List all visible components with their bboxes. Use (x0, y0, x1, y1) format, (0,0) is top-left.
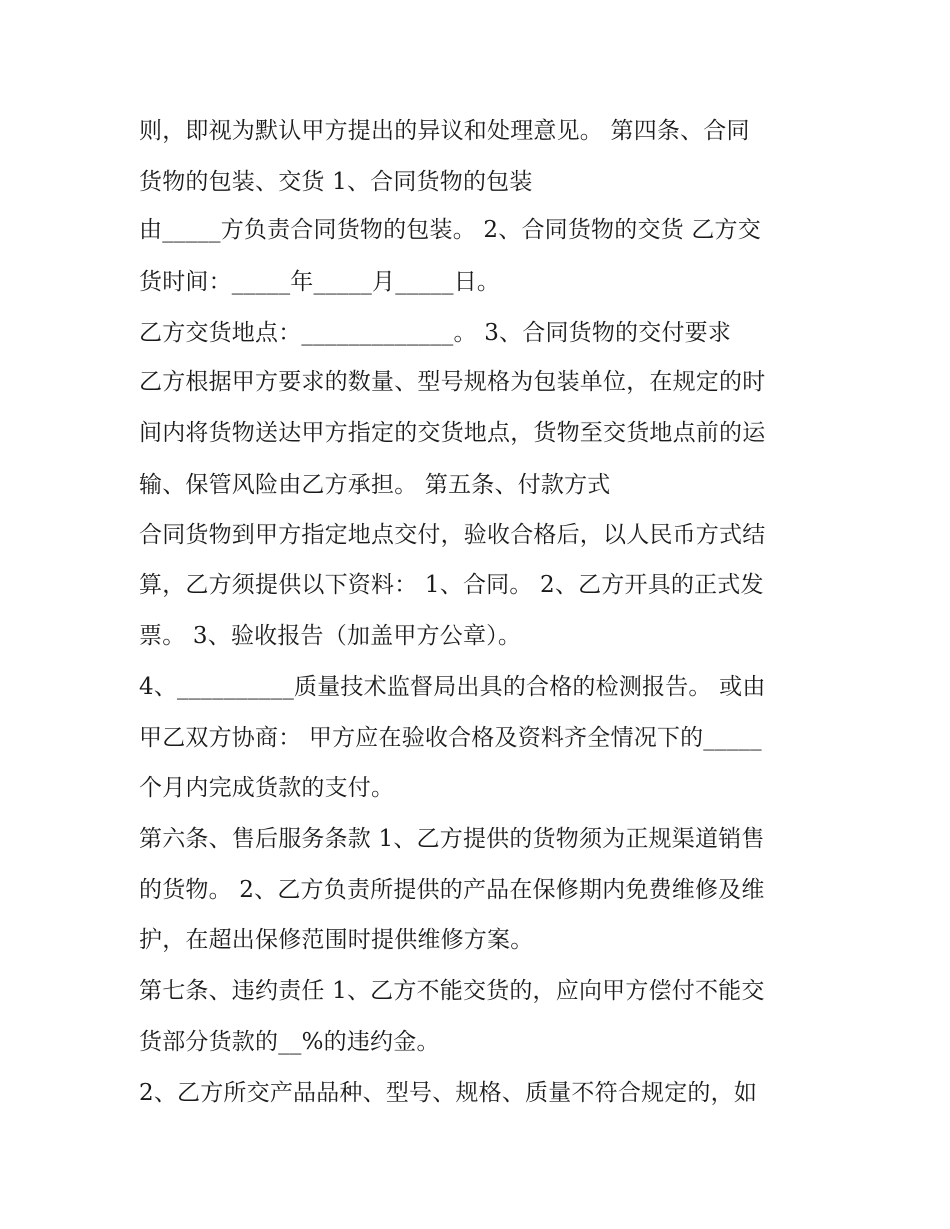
text-line: 算，乙方须提供以下资料： 1、合同。 2、乙方开具的正式发 (139, 572, 764, 598)
text-line: 个月内完成货款的支付。 (139, 775, 395, 801)
text-line: 第七条、违约责任 1、乙方不能交货的，应向甲方偿付不能交 (139, 978, 765, 1004)
text-line: 则，即视为默认甲方提出的异议和处理意见。 第四条、合同 (139, 118, 750, 144)
text-line: 票。 3、验收报告（加盖甲方公章）。 (139, 623, 522, 649)
text-line: 4、__________质量技术监督局出具的合格的检测报告。 或由 (139, 674, 766, 700)
text-line: 的货物。 2、乙方负责所提供的产品在保修期内免费维修及维 (139, 877, 765, 903)
text-line: 甲乙双方协商： 甲方应在验收合格及资料齐全情况下的_____ (139, 725, 762, 751)
text-line: 乙方根据甲方要求的数量、型号规格为包装单位，在规定的时 (139, 369, 766, 395)
text-line: 2、乙方所交产品品种、型号、规格、质量不符合规定的，如 (139, 1080, 758, 1106)
text-line: 输、保管风险由乙方承担。 第五条、付款方式 (139, 472, 611, 498)
text-line: 由_____方负责合同货物的包装。 2、合同货物的交货 乙方交 (139, 217, 761, 243)
text-line: 间内将货物送达甲方指定的交货地点，货物至交货地点前的运 (139, 420, 766, 446)
text-line: 第六条、售后服务条款 1、乙方提供的货物须为正规渠道销售 (139, 826, 765, 852)
text-line: 货物的包装、交货 1、合同货物的包装 (139, 169, 533, 195)
text-line: 合同货物到甲方指定地点交付，验收合格后，以人民币方式结 (139, 522, 766, 548)
text-line: 护，在超出保修范围时提供维修方案。 (139, 927, 534, 953)
text-line: 货时间：_____年_____月_____日。 (139, 269, 501, 295)
text-line: 乙方交货地点：_____________。 3、合同货物的交付要求 (139, 320, 732, 346)
text-line: 货部分货款的__%的违约金。 (139, 1029, 440, 1055)
